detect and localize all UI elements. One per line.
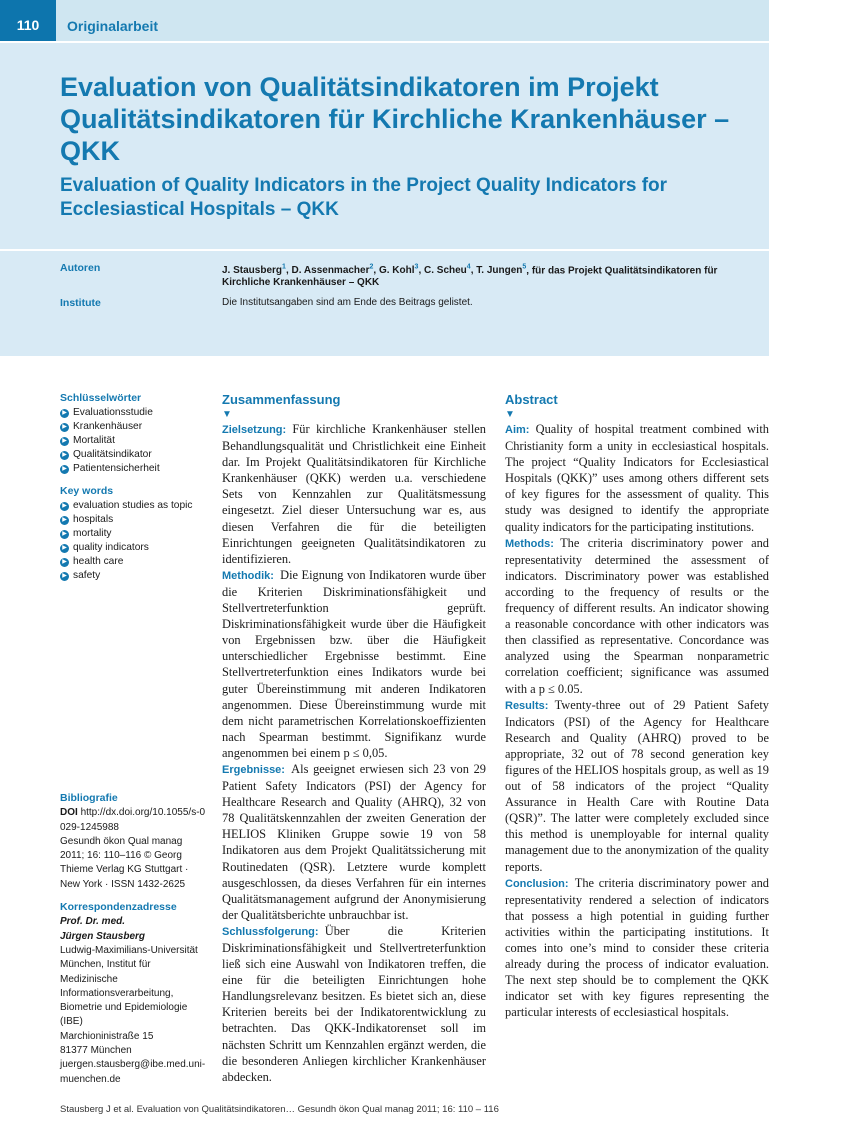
doi-line (60, 806, 208, 835)
author-name: J. Stausberg (222, 265, 283, 277)
author-affiliation-number: 1 (282, 264, 286, 271)
abstract-section-label: Results: (505, 699, 549, 712)
page-number: 110 (0, 0, 56, 41)
abstract-paragraph (505, 697, 769, 875)
zusammenfassung-section-label: Zielsetzung: (222, 424, 287, 436)
keyword-de-item (60, 434, 208, 448)
citation: Gesundh ökon Qual manag 2011; 16: 110–116 © Georg Thieme Verlag KG Stuttgart · New York · ISSN 1432-2625 (60, 835, 189, 890)
keywords-en-list (60, 499, 208, 583)
keyword-en-label: health care (73, 556, 124, 567)
zusammenfassung-section-text: Als geeignet erwiesen sich 23 von 29 Patient Safety Indicators (PSI) der Agency for Healthcare Research and Quality (AHRQ), 32 von 78 Qualitätskennzahlen der zweiten Generation der HELIOS Kliniken Gruppe sowie 19 von 58 Indikatoren aus dem Projekt Qualitätssicherung mit Routinedaten (QSR). Letztere wurde komplett ausgeschlossen, da dieses Verfahren für ein internes Qualitätsmanagement aufgrund der Anonymisierung der Qualitätsberichte unbrauchbar ist. (222, 761, 486, 922)
keyword-en-item (60, 527, 208, 541)
keyword-de-label: Patientensicherheit (73, 463, 160, 474)
author-name: T. Jungen (476, 265, 523, 277)
title-german: Evaluation von Qualitätsindikatoren im Projekt Qualitätsindikatoren für Kirchliche Krankenhäuser – QKK (60, 72, 730, 166)
bullet-arrow-icon: ▶ (60, 465, 69, 474)
keyword-de-item (60, 462, 208, 476)
keyword-en-label: hospitals (73, 514, 114, 525)
keywords-de-heading: Schlüsselwörter (60, 392, 142, 404)
keyword-en-label: evaluation studies as topic (73, 500, 193, 511)
authors-suffix: , für das Projekt Qualitätsindikatoren für Kirchliche Krankenhäuser – QKK (222, 265, 718, 289)
abstract-column (505, 391, 769, 1020)
keywords-block (60, 391, 208, 583)
correspondence-address: Ludwig-Maximilians-Universität München, Institut für Medizinische Informationsverarbeitung, Biometrie und Epidemiologie (IBE) (60, 944, 198, 1028)
bullet-arrow-icon: ▶ (60, 530, 69, 539)
doi-link[interactable]: http://dx.doi.org/10.1055/s-0029-1245988 (60, 807, 206, 833)
keywords-de-list (60, 406, 208, 476)
bullet-arrow-icon: ▶ (60, 558, 69, 567)
bullet-arrow-icon: ▶ (60, 409, 69, 418)
zusammenfassung-body (222, 421, 486, 1085)
correspondence-title: Prof. Dr. med. (60, 916, 126, 928)
keyword-en-label: safety (73, 570, 101, 581)
keyword-de-label: Krankenhäuser (73, 421, 143, 432)
page-footer: Stausberg J et al. Evaluation von Qualitätsindikatoren… Gesundh ökon Qual manag 2011; 16: 110 – 116 (60, 1104, 499, 1115)
keyword-de-label: Evaluationsstudie (73, 407, 153, 418)
correspondence-heading: Korrespondenzadresse (60, 901, 177, 914)
abstract-heading: Abstract (505, 392, 558, 407)
keyword-de-item (60, 406, 208, 420)
keyword-en-item (60, 541, 208, 555)
author-affiliation-number: 4 (466, 264, 471, 271)
keyword-en-label: mortality (73, 528, 112, 539)
zusammenfassung-heading: Zusammenfassung (222, 392, 341, 407)
author-affiliation-number: 5 (522, 264, 527, 271)
correspondence-email[interactable]: juergen.stausberg@ibe.med.uni-muenchen.de (60, 1059, 206, 1085)
author-affiliation-number: 2 (369, 264, 374, 271)
title-english: Evaluation of Quality Indicators in the Project Quality Indicators for Ecclesiastical Hospitals – QKK (60, 175, 668, 220)
keyword-en-item (60, 499, 208, 513)
bibliography-block (60, 791, 208, 1087)
author-name: D. Assenmacher (291, 265, 370, 277)
keyword-de-label: Qualitätsindikator (73, 449, 152, 460)
bullet-arrow-icon: ▶ (60, 502, 69, 511)
abstract-body (505, 421, 769, 1020)
bullet-arrow-icon: ▶ (60, 544, 69, 553)
institutes-text: Die Institutsangaben sind am Ende des Beitrags gelistet. (222, 297, 473, 308)
bullet-arrow-icon: ▶ (60, 572, 69, 581)
keyword-en-item (60, 569, 208, 583)
keyword-en-item (60, 513, 208, 527)
bullet-arrow-icon: ▶ (60, 451, 69, 460)
keyword-en-label: quality indicators (73, 542, 149, 553)
abstract-paragraph (505, 875, 769, 1021)
correspondence-name: Jürgen Stausberg (60, 930, 146, 942)
zusammenfassung-paragraph (222, 761, 486, 923)
bibliography-heading: Bibliografie (60, 792, 118, 804)
abstract-section-label: Aim: (505, 424, 530, 436)
author-name: G. Kohl (378, 265, 415, 277)
correspondence-street: Marchioninistraße 15 (60, 1030, 154, 1042)
title-panel (0, 43, 769, 356)
zusammenfassung-paragraph (222, 421, 486, 567)
abstract-section-label: Conclusion: (505, 877, 569, 890)
abstract-section-text: Twenty-three out of 29 Patient Safety Indicators (PSI) of the Agency for Healthcare Research and Quality (AHRQ) proved to be appropriate, 32 out of 78 second generation key figures of the HELIOS hospitals group, as well as 19 out of 58 indicators of the project “Quality Assurance in Health Care with Routine Data (QSR)”. The latter were completely excluded since this method is unemployable for internal quality management due to the anonymization of the quality reports. (505, 697, 769, 874)
bullet-arrow-icon: ▶ (60, 423, 69, 432)
zusammenfassung-section-text: Für kirchliche Krankenhäuser stellen Behandlungsqualität und Christlichkeit eine Einheit dar. Im Projekt Qualitätsindikatoren für Kirchliche Krankenhäuser (QKK) werden u.a. verschiedene Sets von Kennzahlen zur Qualitätsmessung eingesetzt. Ziel dieser Untersuchung war es, aus diesen Verfahren die für die beteiligten Einrichtungen geeigneten Qualitätsindikatoren zu identifizieren. (222, 422, 486, 566)
keywords-en-heading: Key words (60, 485, 114, 497)
bullet-arrow-icon: ▶ (60, 437, 69, 446)
section-label: Originalarbeit (67, 18, 159, 34)
authors-label: Autoren (60, 262, 101, 274)
author-affiliation-number: 3 (414, 264, 419, 271)
keyword-de-label: Mortalität (73, 435, 115, 446)
abstract-paragraph (505, 421, 769, 535)
institutes-label: Institute (60, 297, 101, 309)
doi-label: DOI (60, 807, 78, 819)
zusammenfassung-paragraph (222, 923, 486, 1085)
zusammenfassung-column (222, 391, 486, 1085)
abstract-marker-icon: ▼ (505, 409, 515, 420)
keyword-de-item (60, 420, 208, 434)
zusammenfassung-marker-icon: ▼ (222, 409, 232, 420)
author-name: C. Scheu (424, 265, 467, 277)
running-header (0, 0, 769, 41)
zusammenfassung-paragraph (222, 567, 486, 761)
correspondence-city: 81377 München (60, 1045, 132, 1057)
abstract-section-label: Methods: (505, 537, 554, 550)
zusammenfassung-section-text: Über die Kriterien Diskriminationsfähigkeit und Stellvertreterfunktion ließ sich eine Auswahl von Indikatoren treffen, die eine für die beteiligten Einrichtungen hohe Handlungsrelevanz besitzen. Es bietet sich an, diese Kriterien bereits bei der Indikatorentwicklung zu betrachten. Das QKK-Indikatorenset soll im nächsten Schritt um Kennzahlen ergänzt werden, die die besonderen Anliegen kirchlicher Krankenhäuser abdecken. (222, 923, 486, 1084)
zusammenfassung-section-label: Ergebnisse: (222, 763, 285, 776)
abstract-section-text: The criteria discriminatory power and representativity rendered a selection of indicators that possess a high potential in guiding further activities within the participating institutions. It comes into one’s mind to consider these criteria already during the process of indicator evaluation. The next step should be to complement the QKK indicator set with key figures representing the particular interests of ecclesiastical hospitals. (505, 875, 769, 1020)
abstract-section-text: Quality of hospital treatment combined with Christianity form a unity in ecclesiastical hospitals. The project “Quality Indicators for Ecclesiastical Hospitals (QKK)” uses among others different sets of key figures for the assessment of quality. This study was designed to identify the appropriate quality indicators for the participating institutions. (505, 422, 769, 534)
abstract-section-text: The criteria discriminatory power and representativity determined the assessment of indicators. Discriminatory power was established according to the frequency of results or the frequency of different results. An indicator showing a reasonable concordance with other indicators was then classified as representative. Concordance was analyzed using the Spearman nonparametric correlation coefficient; significance was assumed with a p ≤ 0.05. (505, 535, 769, 696)
author-list: J. Stausberg$^1$, D. Assenmacher$^2$, G. Kohl$^3$, C. Scheu$^4$, T. Jungen$^5$, für das Projekt Qualitätsindikatoren für Kirchliche Krankenhäuser – QKK (222, 264, 718, 289)
zusammenfassung-section-text: Die Eignung von Indikatoren wurde über die Kriterien Diskriminationsfähigkeit und Stellvertreterfunktion geprüft. Diskriminationsfähigkeit wurde über die Häufigkeit von Ergebnissen bzw. über die Häufigkeit unterschiedlicher Ergebnisse bestimmt. Eine Stellvertreterfunktion eines Indikators wurde bei guter Übereinstimmung mit anderen Indikatoren angenommen. Diese Übereinstimmung wurde mit dem nicht parametrischen Korrelationskoeffizienten nach Spearman bestimmt. Signifikanz wurde angenommen bei einem p ≤ 0,05. (222, 567, 486, 760)
bullet-arrow-icon: ▶ (60, 516, 69, 525)
zusammenfassung-section-label: Methodik: (222, 569, 274, 582)
abstract-paragraph (505, 535, 769, 697)
keyword-de-item (60, 448, 208, 462)
zusammenfassung-section-label: Schlussfolgerung: (222, 925, 319, 938)
keyword-en-item (60, 555, 208, 569)
title-divider (0, 249, 769, 251)
